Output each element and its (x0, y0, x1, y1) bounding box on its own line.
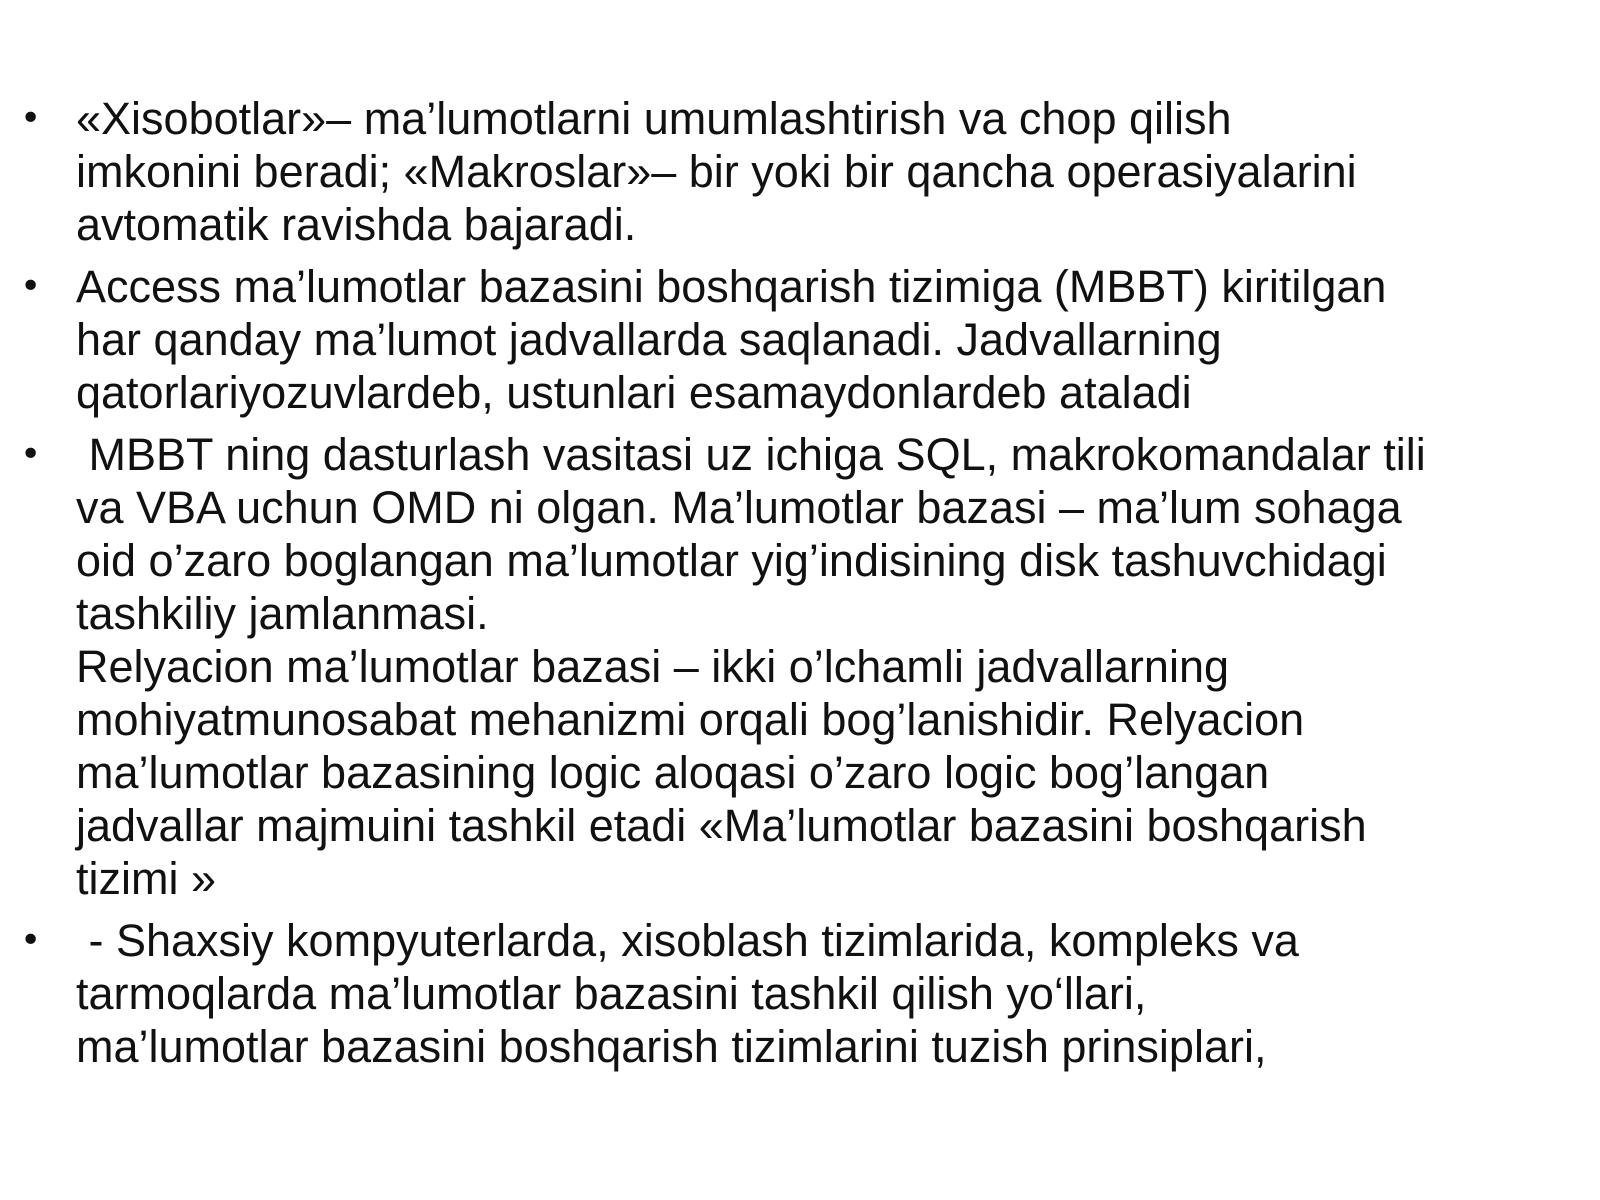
bullet-text (76, 260, 1580, 419)
text-line: avtomatik ravishda bajaradi. (76, 199, 637, 250)
text-line: - Shaxsiy kompyuterlarda, xisoblash tizimlarida, kompleks va (76, 915, 1299, 966)
text-line: tashkiliy jamlanmasi. (76, 588, 489, 639)
bullet-item-2 (20, 260, 1580, 419)
bullet-text (76, 92, 1580, 251)
text-line: «Xisobotlar»– ma’lumotlarni umumlashtirish va chop qilish (76, 93, 1232, 144)
text-line: jadvallar majmuini tashkil etadi «Ma’lumotlar bazasini boshqarish (76, 800, 1367, 851)
text-line: Relyacion ma’lumotlar bazasi – ikki o’lchamli jadvallarning (76, 641, 1229, 692)
text-line: mohiyatmunosabat mehanizmi orqali bog’lanishidir. Relyacion (76, 694, 1305, 745)
bullet-item-3 (20, 428, 1580, 905)
bullet-dot-icon: • (20, 920, 42, 961)
text-line: MBBT ning dasturlash vasitasi uz ichiga SQL, makrokomandalar tili (76, 429, 1426, 480)
text-line: har qanday ma’lumot jadvallarda saqlanadi. Jadvallarning (76, 314, 1222, 365)
bullet-list (20, 92, 1580, 1082)
text-line: Access ma’lumotlar bazasini boshqarish tizimiga (MBBT) kiritilgan (76, 261, 1387, 312)
text-line: qatorlariyozuvlardeb, ustunlari esamaydonlardeb ataladi (76, 367, 1192, 418)
bullet-dot-icon: • (20, 266, 42, 307)
text-line: va VBA uchun OMD ni olgan. Ma’lumotlar bazasi – ma’lum sohaga (76, 482, 1402, 533)
bullet-text (76, 914, 1580, 1073)
text-line: ma’lumotlar bazasining logic aloqasi o’zaro logic bog’langan (76, 747, 1270, 798)
bullet-item-1 (20, 92, 1580, 251)
bullet-item-4 (20, 914, 1580, 1073)
text-line: tizimi » (76, 853, 217, 904)
text-line: ma’lumotlar bazasini boshqarish tizimlarini tuzish prinsiplari, (76, 1021, 1267, 1072)
bullet-dot-icon: • (20, 98, 42, 139)
bullet-dot-icon: • (20, 434, 42, 475)
bullet-text (76, 428, 1580, 905)
text-line: tarmoqlarda ma’lumotlar bazasini tashkil qilish yo‘llari, (76, 968, 1147, 1019)
text-line: imkonini beradi; «Makroslar»– bir yoki bir qancha operasiyalarini (76, 146, 1357, 197)
text-line: oid o’zaro boglangan ma’lumotlar yig’indisining disk tashuvchidagi (76, 535, 1387, 586)
